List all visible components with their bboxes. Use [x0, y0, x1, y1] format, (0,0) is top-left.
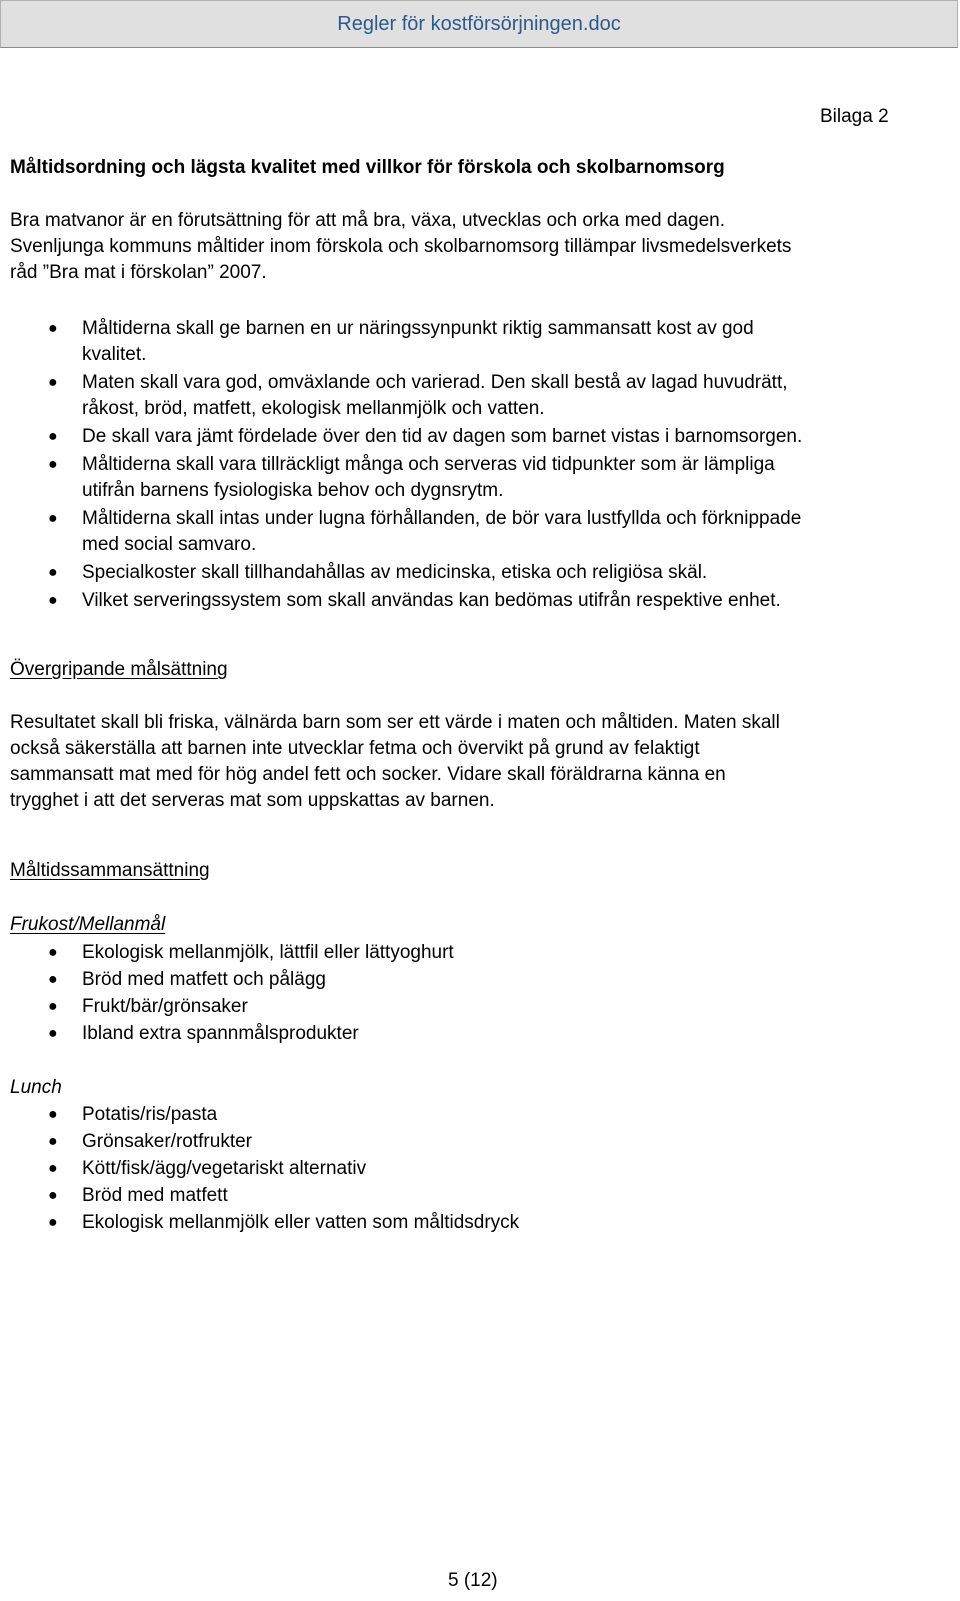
- goal-line: sammansatt mat med för hög andel fett och socker. Vidare skall föräldrarna känna en: [10, 764, 726, 785]
- intro-paragraph: [10, 208, 910, 286]
- bullet-icon: ●: [48, 1025, 58, 1042]
- bullet-icon: ●: [48, 1187, 58, 1204]
- list-item: ● Ekologisk mellanmjölk, lättfil eller lättyoghurt: [10, 940, 454, 966]
- goal-paragraph: [10, 710, 910, 814]
- goal-line: Resultatet skall bli friska, välnärda barn som ser ett värde i maten och måltiden. Maten skall: [10, 712, 780, 733]
- bullet-icon: ●: [48, 1133, 58, 1150]
- bullet-icon: ●: [48, 428, 58, 445]
- bullet-icon: ●: [48, 944, 58, 961]
- goal-heading: Övergripande målsättning: [10, 659, 228, 680]
- list-item: ● Ekologisk mellanmjölk eller vatten som måltidsdryck: [10, 1210, 519, 1236]
- bullet-icon: ●: [48, 1106, 58, 1123]
- list-item: ● Måltiderna skall ge barnen en ur näringssynpunkt riktig sammansatt kost av god kvalitet.: [48, 318, 754, 365]
- bullet-icon: ●: [48, 456, 58, 473]
- breakfast-heading: Frukost/Mellanmål: [10, 914, 166, 935]
- list-item: ● Specialkoster skall tillhandahållas av medicinska, etiska och religiösa skäl.: [10, 560, 802, 586]
- bullet-icon: ●: [48, 1214, 58, 1231]
- goal-line: också säkerställa att barnen inte utvecklar fetma och övervikt på grund av felaktigt: [10, 738, 700, 759]
- list-item: ● Potatis/ris/pasta: [10, 1102, 519, 1128]
- list-item: ● Grönsaker/rotfrukter: [10, 1129, 519, 1155]
- breakfast-list: [10, 940, 454, 1047]
- list-item: ● Kött/fisk/ägg/vegetariskt alternativ: [10, 1156, 519, 1182]
- bullet-icon: ●: [48, 510, 58, 527]
- lunch-list: [10, 1102, 519, 1236]
- bullet-icon: ●: [48, 1160, 58, 1177]
- bullet-icon: ●: [48, 374, 58, 391]
- lunch-heading: Lunch: [10, 1077, 62, 1098]
- list-item: ● Frukt/bär/grönsaker: [10, 994, 454, 1020]
- list-item: ● Måltiderna skall vara tillräckligt många och serveras vid tidpunkter som är lämpliga utifrån barnens fysiologiska behov och dygnsrytm.: [48, 454, 775, 501]
- window-title: Regler för kostförsörjningen.doc: [337, 12, 621, 35]
- bullet-icon: ●: [48, 592, 58, 609]
- list-item: ● De skall vara jämt fördelade över den tid av dagen som barnet vistas i barnomsorgen.: [10, 424, 802, 450]
- intro-line: råd ”Bra mat i förskolan” 2007.: [10, 262, 267, 283]
- window-title-bar: [0, 0, 958, 48]
- list-item: ● Maten skall vara god, omväxlande och varierad. Den skall bestå av lagad huvudrätt, råkost, bröd, matfett, ekologisk mellanmjölk och vatten.: [48, 372, 788, 419]
- composition-heading: Måltidssammansättning: [10, 860, 210, 881]
- bullet-icon: ●: [48, 320, 58, 337]
- appendix-label: Bilaga 2: [820, 106, 889, 127]
- bullet-icon: ●: [48, 971, 58, 988]
- rules-list: [10, 316, 802, 616]
- list-item: ● Vilket serveringssystem som skall användas kan bedömas utifrån respektive enhet.: [10, 588, 802, 614]
- bullet-icon: ●: [48, 564, 58, 581]
- list-item: ● Bröd med matfett: [10, 1183, 519, 1209]
- list-item: ● Bröd med matfett och pålägg: [10, 967, 454, 993]
- document-heading: Måltidsordning och lägsta kvalitet med villkor för förskola och skolbarnomsorg: [10, 157, 725, 178]
- list-item: ● Ibland extra spannmålsprodukter: [10, 1021, 454, 1047]
- goal-line: trygghet i att det serveras mat som uppskattas av barnen.: [10, 790, 495, 811]
- intro-line: Bra matvanor är en förutsättning för att må bra, växa, utvecklas och orka med dagen.: [10, 210, 725, 231]
- intro-line: Svenljunga kommuns måltider inom förskola och skolbarnomsorg tillämpar livsmedelsverkets: [10, 236, 792, 257]
- page-number: 5 (12): [448, 1570, 498, 1591]
- list-item: ● Måltiderna skall intas under lugna förhållanden, de bör vara lustfyllda och förknippade med social samvaro.: [48, 508, 802, 555]
- bullet-icon: ●: [48, 998, 58, 1015]
